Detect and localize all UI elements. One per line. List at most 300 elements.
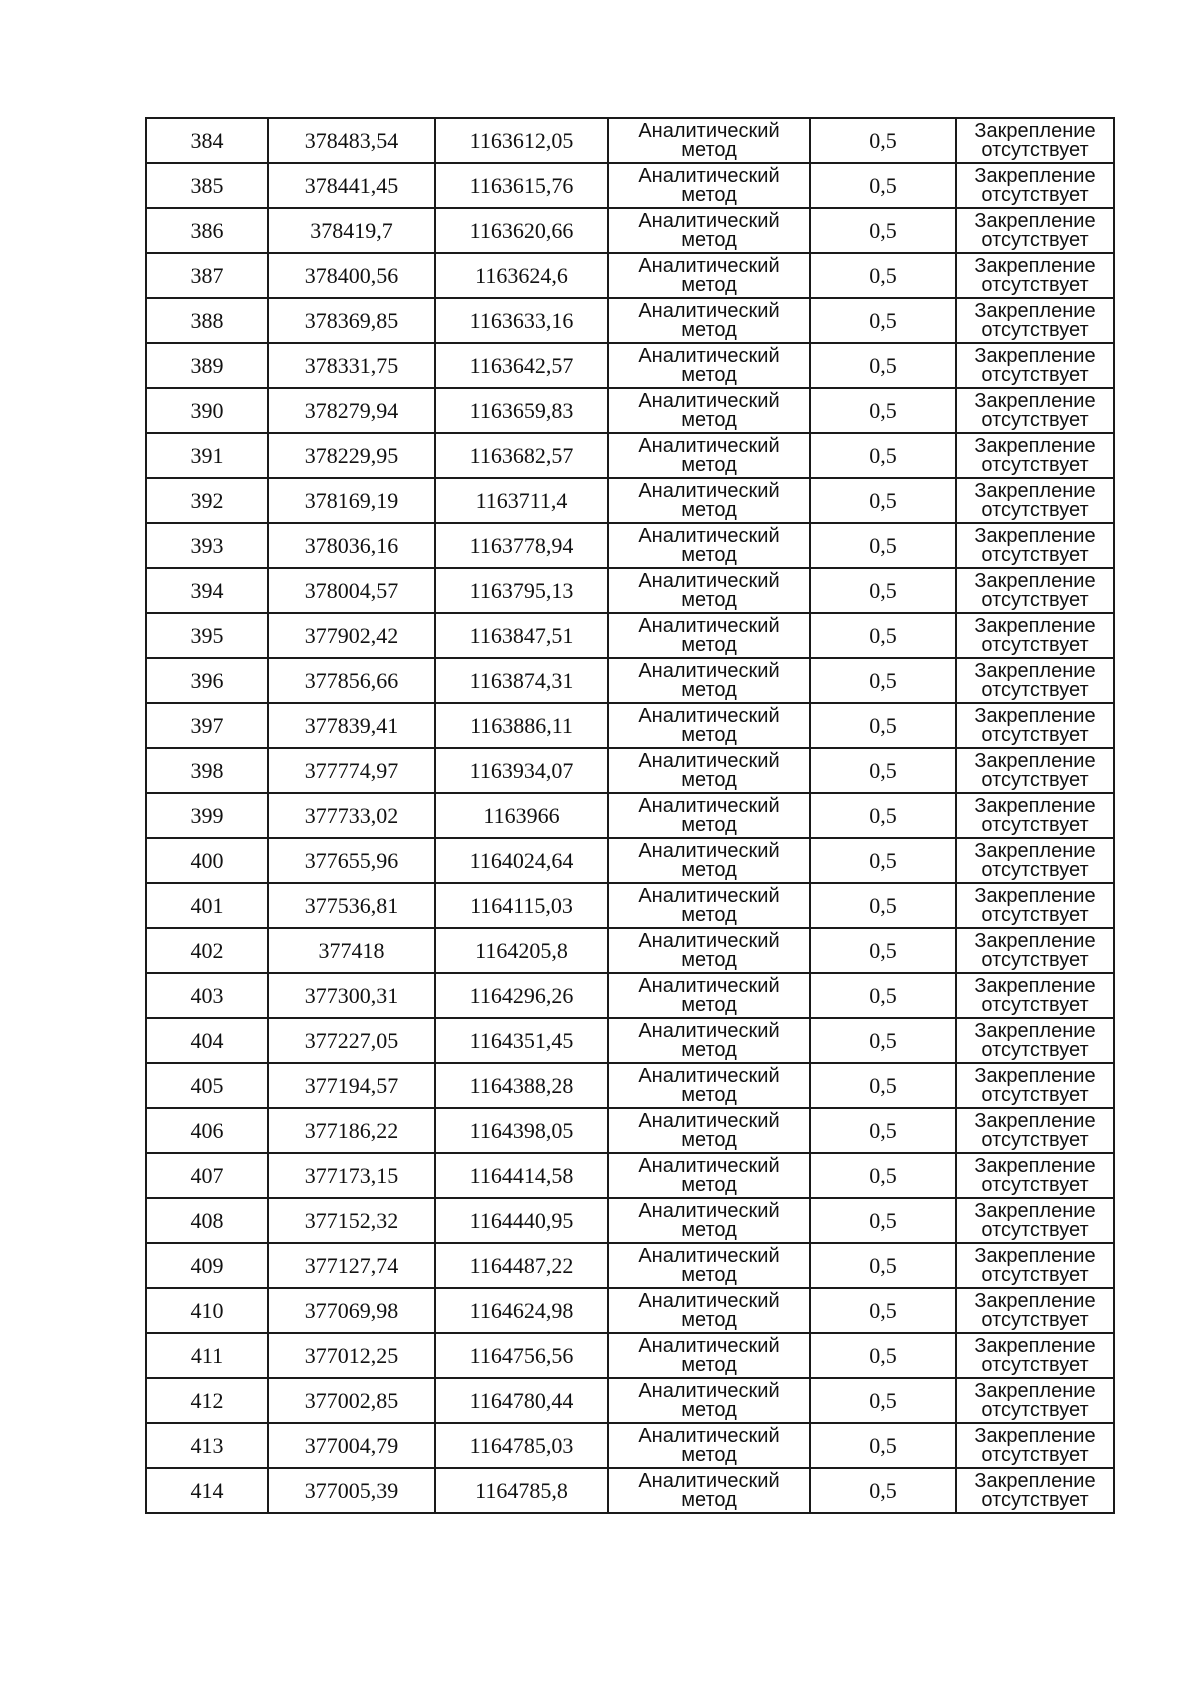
point-number-cell: 398 (146, 748, 268, 793)
fixation-line-1: Закрепление (974, 749, 1096, 772)
table-row (146, 748, 1114, 793)
y-coordinate-cell: 1164115,03 (435, 883, 608, 928)
fixation-cell (956, 793, 1114, 838)
x-coordinate-cell: 377902,42 (268, 613, 435, 658)
method-line-2: метод (681, 723, 737, 746)
accuracy-cell: 0,5 (810, 1333, 956, 1378)
method-line-2: метод (681, 1083, 737, 1106)
method-cell (608, 388, 810, 433)
fixation-cell (956, 298, 1114, 343)
y-coordinate-cell: 1163966 (435, 793, 608, 838)
method-cell (608, 1063, 810, 1108)
y-coordinate-cell: 1164296,26 (435, 973, 608, 1018)
y-coordinate-cell: 1163934,07 (435, 748, 608, 793)
table-row (146, 343, 1114, 388)
method-line-1: Аналитический (638, 1379, 780, 1402)
x-coordinate-cell: 378483,54 (268, 118, 435, 163)
point-number-cell: 395 (146, 613, 268, 658)
table-row (146, 1153, 1114, 1198)
x-coordinate-cell: 378004,57 (268, 568, 435, 613)
method-cell (608, 1108, 810, 1153)
point-number-cell: 414 (146, 1468, 268, 1513)
method-line-1: Аналитический (638, 569, 780, 592)
x-coordinate-cell: 377418 (268, 928, 435, 973)
method-cell (608, 343, 810, 388)
accuracy-cell: 0,5 (810, 388, 956, 433)
x-coordinate-cell: 377774,97 (268, 748, 435, 793)
table-row (146, 1108, 1114, 1153)
method-cell (608, 1198, 810, 1243)
method-cell (608, 838, 810, 883)
method-cell (608, 1423, 810, 1468)
table-row (146, 298, 1114, 343)
method-cell (608, 118, 810, 163)
fixation-cell (956, 253, 1114, 298)
coordinates-table-body (146, 118, 1114, 1513)
fixation-line-2: отсутствует (981, 1308, 1089, 1331)
x-coordinate-cell: 377655,96 (268, 838, 435, 883)
fixation-cell (956, 1423, 1114, 1468)
x-coordinate-cell: 377733,02 (268, 793, 435, 838)
x-coordinate-cell: 378169,19 (268, 478, 435, 523)
method-cell (608, 568, 810, 613)
method-line-2: метод (681, 1128, 737, 1151)
fixation-line-2: отсутствует (981, 318, 1089, 341)
method-line-1: Аналитический (638, 929, 780, 952)
fixation-line-1: Закрепление (974, 614, 1096, 637)
point-number-cell: 385 (146, 163, 268, 208)
point-number-cell: 392 (146, 478, 268, 523)
fixation-line-1: Закрепление (974, 1019, 1096, 1042)
table-row (146, 433, 1114, 478)
y-coordinate-cell: 1163633,16 (435, 298, 608, 343)
point-number-cell: 403 (146, 973, 268, 1018)
fixation-cell (956, 928, 1114, 973)
fixation-cell (956, 1288, 1114, 1333)
table-row (146, 928, 1114, 973)
fixation-line-2: отсутствует (981, 723, 1089, 746)
point-number-cell: 393 (146, 523, 268, 568)
table-row (146, 208, 1114, 253)
method-line-1: Аналитический (638, 974, 780, 997)
method-line-1: Аналитический (638, 389, 780, 412)
point-number-cell: 407 (146, 1153, 268, 1198)
accuracy-cell: 0,5 (810, 1243, 956, 1288)
point-number-cell: 394 (146, 568, 268, 613)
table-row (146, 658, 1114, 703)
y-coordinate-cell: 1164414,58 (435, 1153, 608, 1198)
y-coordinate-cell: 1164756,56 (435, 1333, 608, 1378)
table-row (146, 253, 1114, 298)
accuracy-cell: 0,5 (810, 298, 956, 343)
table-row (146, 523, 1114, 568)
accuracy-cell: 0,5 (810, 433, 956, 478)
accuracy-cell: 0,5 (810, 163, 956, 208)
y-coordinate-cell: 1164024,64 (435, 838, 608, 883)
fixation-line-1: Закрепление (974, 389, 1096, 412)
table-row (146, 1243, 1114, 1288)
point-number-cell: 399 (146, 793, 268, 838)
fixation-line-2: отсутствует (981, 1173, 1089, 1196)
method-cell (608, 523, 810, 568)
x-coordinate-cell: 378400,56 (268, 253, 435, 298)
fixation-cell (956, 748, 1114, 793)
table-row (146, 1063, 1114, 1108)
x-coordinate-cell: 377152,32 (268, 1198, 435, 1243)
fixation-cell (956, 523, 1114, 568)
method-line-1: Аналитический (638, 299, 780, 322)
method-line-1: Аналитический (638, 794, 780, 817)
method-cell (608, 298, 810, 343)
method-cell (608, 1153, 810, 1198)
accuracy-cell: 0,5 (810, 1468, 956, 1513)
fixation-line-2: отсутствует (981, 633, 1089, 656)
y-coordinate-cell: 1164440,95 (435, 1198, 608, 1243)
fixation-line-2: отсутствует (981, 1398, 1089, 1421)
method-line-2: метод (681, 1173, 737, 1196)
method-line-2: метод (681, 813, 737, 836)
table-row (146, 118, 1114, 163)
fixation-cell (956, 883, 1114, 928)
method-line-1: Аналитический (638, 1469, 780, 1492)
point-number-cell: 413 (146, 1423, 268, 1468)
fixation-line-1: Закрепление (974, 434, 1096, 457)
y-coordinate-cell: 1164388,28 (435, 1063, 608, 1108)
method-line-1: Аналитический (638, 1064, 780, 1087)
fixation-line-2: отсутствует (981, 363, 1089, 386)
fixation-line-1: Закрепление (974, 929, 1096, 952)
method-cell (608, 1288, 810, 1333)
fixation-cell (956, 838, 1114, 883)
method-line-2: метод (681, 1308, 737, 1331)
method-line-2: метод (681, 318, 737, 341)
fixation-line-2: отсутствует (981, 1128, 1089, 1151)
fixation-line-2: отсутствует (981, 1353, 1089, 1376)
method-line-2: метод (681, 1038, 737, 1061)
fixation-cell (956, 658, 1114, 703)
fixation-cell (956, 163, 1114, 208)
table-row (146, 1198, 1114, 1243)
fixation-line-2: отсутствует (981, 1443, 1089, 1466)
method-line-2: метод (681, 633, 737, 656)
method-line-2: метод (681, 858, 737, 881)
x-coordinate-cell: 377227,05 (268, 1018, 435, 1063)
fixation-line-1: Закрепление (974, 524, 1096, 547)
accuracy-cell: 0,5 (810, 253, 956, 298)
fixation-line-2: отсутствует (981, 453, 1089, 476)
fixation-cell (956, 1333, 1114, 1378)
x-coordinate-cell: 378279,94 (268, 388, 435, 433)
table-row (146, 793, 1114, 838)
fixation-cell (956, 1378, 1114, 1423)
x-coordinate-cell: 378036,16 (268, 523, 435, 568)
accuracy-cell: 0,5 (810, 793, 956, 838)
method-line-1: Аналитический (638, 1244, 780, 1267)
point-number-cell: 401 (146, 883, 268, 928)
x-coordinate-cell: 378229,95 (268, 433, 435, 478)
accuracy-cell: 0,5 (810, 1378, 956, 1423)
method-cell (608, 928, 810, 973)
method-line-1: Аналитический (638, 479, 780, 502)
fixation-cell (956, 343, 1114, 388)
method-line-2: метод (681, 453, 737, 476)
table-row (146, 1378, 1114, 1423)
table-row (146, 1288, 1114, 1333)
method-cell (608, 793, 810, 838)
fixation-line-1: Закрепление (974, 209, 1096, 232)
method-line-1: Аналитический (638, 1289, 780, 1312)
fixation-line-1: Закрепление (974, 1199, 1096, 1222)
fixation-line-1: Закрепление (974, 1064, 1096, 1087)
method-line-1: Аналитический (638, 659, 780, 682)
table-row (146, 973, 1114, 1018)
fixation-line-2: отсутствует (981, 498, 1089, 521)
x-coordinate-cell: 377069,98 (268, 1288, 435, 1333)
method-line-2: метод (681, 363, 737, 386)
y-coordinate-cell: 1164487,22 (435, 1243, 608, 1288)
accuracy-cell: 0,5 (810, 973, 956, 1018)
fixation-line-1: Закрепление (974, 1424, 1096, 1447)
accuracy-cell: 0,5 (810, 1288, 956, 1333)
table-row (146, 568, 1114, 613)
x-coordinate-cell: 378331,75 (268, 343, 435, 388)
x-coordinate-cell: 377004,79 (268, 1423, 435, 1468)
method-cell (608, 433, 810, 478)
method-line-2: метод (681, 1263, 737, 1286)
fixation-line-1: Закрепление (974, 254, 1096, 277)
table-row (146, 883, 1114, 928)
fixation-line-1: Закрепление (974, 974, 1096, 997)
accuracy-cell: 0,5 (810, 1063, 956, 1108)
method-line-1: Аналитический (638, 1334, 780, 1357)
table-row (146, 163, 1114, 208)
method-line-1: Аналитический (638, 1109, 780, 1132)
y-coordinate-cell: 1163615,76 (435, 163, 608, 208)
accuracy-cell: 0,5 (810, 838, 956, 883)
y-coordinate-cell: 1164785,03 (435, 1423, 608, 1468)
fixation-line-1: Закрепление (974, 884, 1096, 907)
method-line-1: Аналитический (638, 1424, 780, 1447)
fixation-cell (956, 703, 1114, 748)
fixation-line-2: отсутствует (981, 1263, 1089, 1286)
x-coordinate-cell: 377856,66 (268, 658, 435, 703)
method-cell (608, 1243, 810, 1288)
fixation-line-1: Закрепление (974, 479, 1096, 502)
point-number-cell: 391 (146, 433, 268, 478)
method-cell (608, 1018, 810, 1063)
accuracy-cell: 0,5 (810, 1018, 956, 1063)
x-coordinate-cell: 377005,39 (268, 1468, 435, 1513)
y-coordinate-cell: 1163624,6 (435, 253, 608, 298)
accuracy-cell: 0,5 (810, 523, 956, 568)
method-line-2: метод (681, 498, 737, 521)
method-line-2: метод (681, 948, 737, 971)
point-number-cell: 408 (146, 1198, 268, 1243)
fixation-line-2: отсутствует (981, 273, 1089, 296)
accuracy-cell: 0,5 (810, 1153, 956, 1198)
method-line-2: метод (681, 588, 737, 611)
method-cell (608, 1468, 810, 1513)
method-cell (608, 1378, 810, 1423)
x-coordinate-cell: 378419,7 (268, 208, 435, 253)
method-line-2: метод (681, 543, 737, 566)
fixation-line-1: Закрепление (974, 1109, 1096, 1132)
point-number-cell: 412 (146, 1378, 268, 1423)
fixation-line-1: Закрепление (974, 839, 1096, 862)
point-number-cell: 397 (146, 703, 268, 748)
fixation-line-1: Закрепление (974, 299, 1096, 322)
y-coordinate-cell: 1163620,66 (435, 208, 608, 253)
y-coordinate-cell: 1163642,57 (435, 343, 608, 388)
x-coordinate-cell: 377186,22 (268, 1108, 435, 1153)
point-number-cell: 396 (146, 658, 268, 703)
x-coordinate-cell: 377536,81 (268, 883, 435, 928)
x-coordinate-cell: 378441,45 (268, 163, 435, 208)
method-cell (608, 613, 810, 658)
accuracy-cell: 0,5 (810, 703, 956, 748)
y-coordinate-cell: 1163612,05 (435, 118, 608, 163)
method-line-2: метод (681, 678, 737, 701)
method-line-2: метод (681, 1443, 737, 1466)
x-coordinate-cell: 377839,41 (268, 703, 435, 748)
y-coordinate-cell: 1163659,83 (435, 388, 608, 433)
point-number-cell: 410 (146, 1288, 268, 1333)
y-coordinate-cell: 1163874,31 (435, 658, 608, 703)
method-line-1: Аналитический (638, 749, 780, 772)
x-coordinate-cell: 378369,85 (268, 298, 435, 343)
method-cell (608, 748, 810, 793)
x-coordinate-cell: 377194,57 (268, 1063, 435, 1108)
fixation-cell (956, 1108, 1114, 1153)
fixation-cell (956, 433, 1114, 478)
method-cell (608, 253, 810, 298)
point-number-cell: 390 (146, 388, 268, 433)
accuracy-cell: 0,5 (810, 1108, 956, 1153)
fixation-line-1: Закрепление (974, 1469, 1096, 1492)
fixation-line-2: отсутствует (981, 1083, 1089, 1106)
method-line-1: Аналитический (638, 884, 780, 907)
point-number-cell: 406 (146, 1108, 268, 1153)
method-line-1: Аналитический (638, 524, 780, 547)
fixation-line-2: отсутствует (981, 1488, 1089, 1511)
method-line-1: Аналитический (638, 344, 780, 367)
table-row (146, 703, 1114, 748)
y-coordinate-cell: 1164780,44 (435, 1378, 608, 1423)
method-line-1: Аналитический (638, 614, 780, 637)
fixation-cell (956, 1153, 1114, 1198)
fixation-line-2: отсутствует (981, 1038, 1089, 1061)
x-coordinate-cell: 377127,74 (268, 1243, 435, 1288)
table-row (146, 613, 1114, 658)
table-row (146, 1333, 1114, 1378)
point-number-cell: 384 (146, 118, 268, 163)
fixation-line-1: Закрепление (974, 1289, 1096, 1312)
x-coordinate-cell: 377002,85 (268, 1378, 435, 1423)
method-line-2: метод (681, 768, 737, 791)
accuracy-cell: 0,5 (810, 658, 956, 703)
fixation-line-1: Закрепление (974, 569, 1096, 592)
method-line-2: метод (681, 183, 737, 206)
method-line-1: Аналитический (638, 1154, 780, 1177)
fixation-cell (956, 1468, 1114, 1513)
fixation-line-2: отсутствует (981, 588, 1089, 611)
fixation-cell (956, 118, 1114, 163)
point-number-cell: 386 (146, 208, 268, 253)
method-cell (608, 658, 810, 703)
y-coordinate-cell: 1164398,05 (435, 1108, 608, 1153)
fixation-cell (956, 1063, 1114, 1108)
method-line-2: метод (681, 273, 737, 296)
fixation-line-2: отсутствует (981, 138, 1089, 161)
method-line-1: Аналитический (638, 434, 780, 457)
method-line-2: метод (681, 1488, 737, 1511)
fixation-line-2: отсутствует (981, 948, 1089, 971)
fixation-line-2: отсутствует (981, 858, 1089, 881)
fixation-line-1: Закрепление (974, 1154, 1096, 1177)
method-cell (608, 163, 810, 208)
y-coordinate-cell: 1163847,51 (435, 613, 608, 658)
fixation-line-2: отсутствует (981, 408, 1089, 431)
fixation-line-1: Закрепление (974, 1244, 1096, 1267)
method-line-2: метод (681, 903, 737, 926)
method-line-2: метод (681, 993, 737, 1016)
method-line-2: метод (681, 1398, 737, 1421)
point-number-cell: 402 (146, 928, 268, 973)
method-cell (608, 1333, 810, 1378)
fixation-line-1: Закрепление (974, 164, 1096, 187)
table-row (146, 1423, 1114, 1468)
method-line-2: метод (681, 408, 737, 431)
fixation-cell (956, 478, 1114, 523)
fixation-line-2: отсутствует (981, 813, 1089, 836)
accuracy-cell: 0,5 (810, 883, 956, 928)
fixation-line-2: отсутствует (981, 768, 1089, 791)
accuracy-cell: 0,5 (810, 568, 956, 613)
method-line-1: Аналитический (638, 1199, 780, 1222)
fixation-cell (956, 208, 1114, 253)
method-line-2: метод (681, 1353, 737, 1376)
x-coordinate-cell: 377300,31 (268, 973, 435, 1018)
y-coordinate-cell: 1163682,57 (435, 433, 608, 478)
accuracy-cell: 0,5 (810, 478, 956, 523)
accuracy-cell: 0,5 (810, 1423, 956, 1468)
fixation-cell (956, 568, 1114, 613)
point-number-cell: 405 (146, 1063, 268, 1108)
table-row (146, 838, 1114, 883)
point-number-cell: 404 (146, 1018, 268, 1063)
method-line-1: Аналитический (638, 119, 780, 142)
x-coordinate-cell: 377012,25 (268, 1333, 435, 1378)
fixation-cell (956, 1198, 1114, 1243)
y-coordinate-cell: 1164205,8 (435, 928, 608, 973)
point-number-cell: 400 (146, 838, 268, 883)
table-row (146, 1018, 1114, 1063)
method-line-1: Аналитический (638, 254, 780, 277)
fixation-line-1: Закрепление (974, 659, 1096, 682)
point-number-cell: 388 (146, 298, 268, 343)
fixation-line-2: отсутствует (981, 993, 1089, 1016)
x-coordinate-cell: 377173,15 (268, 1153, 435, 1198)
table-row (146, 478, 1114, 523)
accuracy-cell: 0,5 (810, 613, 956, 658)
fixation-cell (956, 388, 1114, 433)
method-line-2: метод (681, 228, 737, 251)
point-number-cell: 389 (146, 343, 268, 388)
method-line-1: Аналитический (638, 164, 780, 187)
table-row (146, 1468, 1114, 1513)
method-cell (608, 883, 810, 928)
fixation-line-1: Закрепление (974, 794, 1096, 817)
